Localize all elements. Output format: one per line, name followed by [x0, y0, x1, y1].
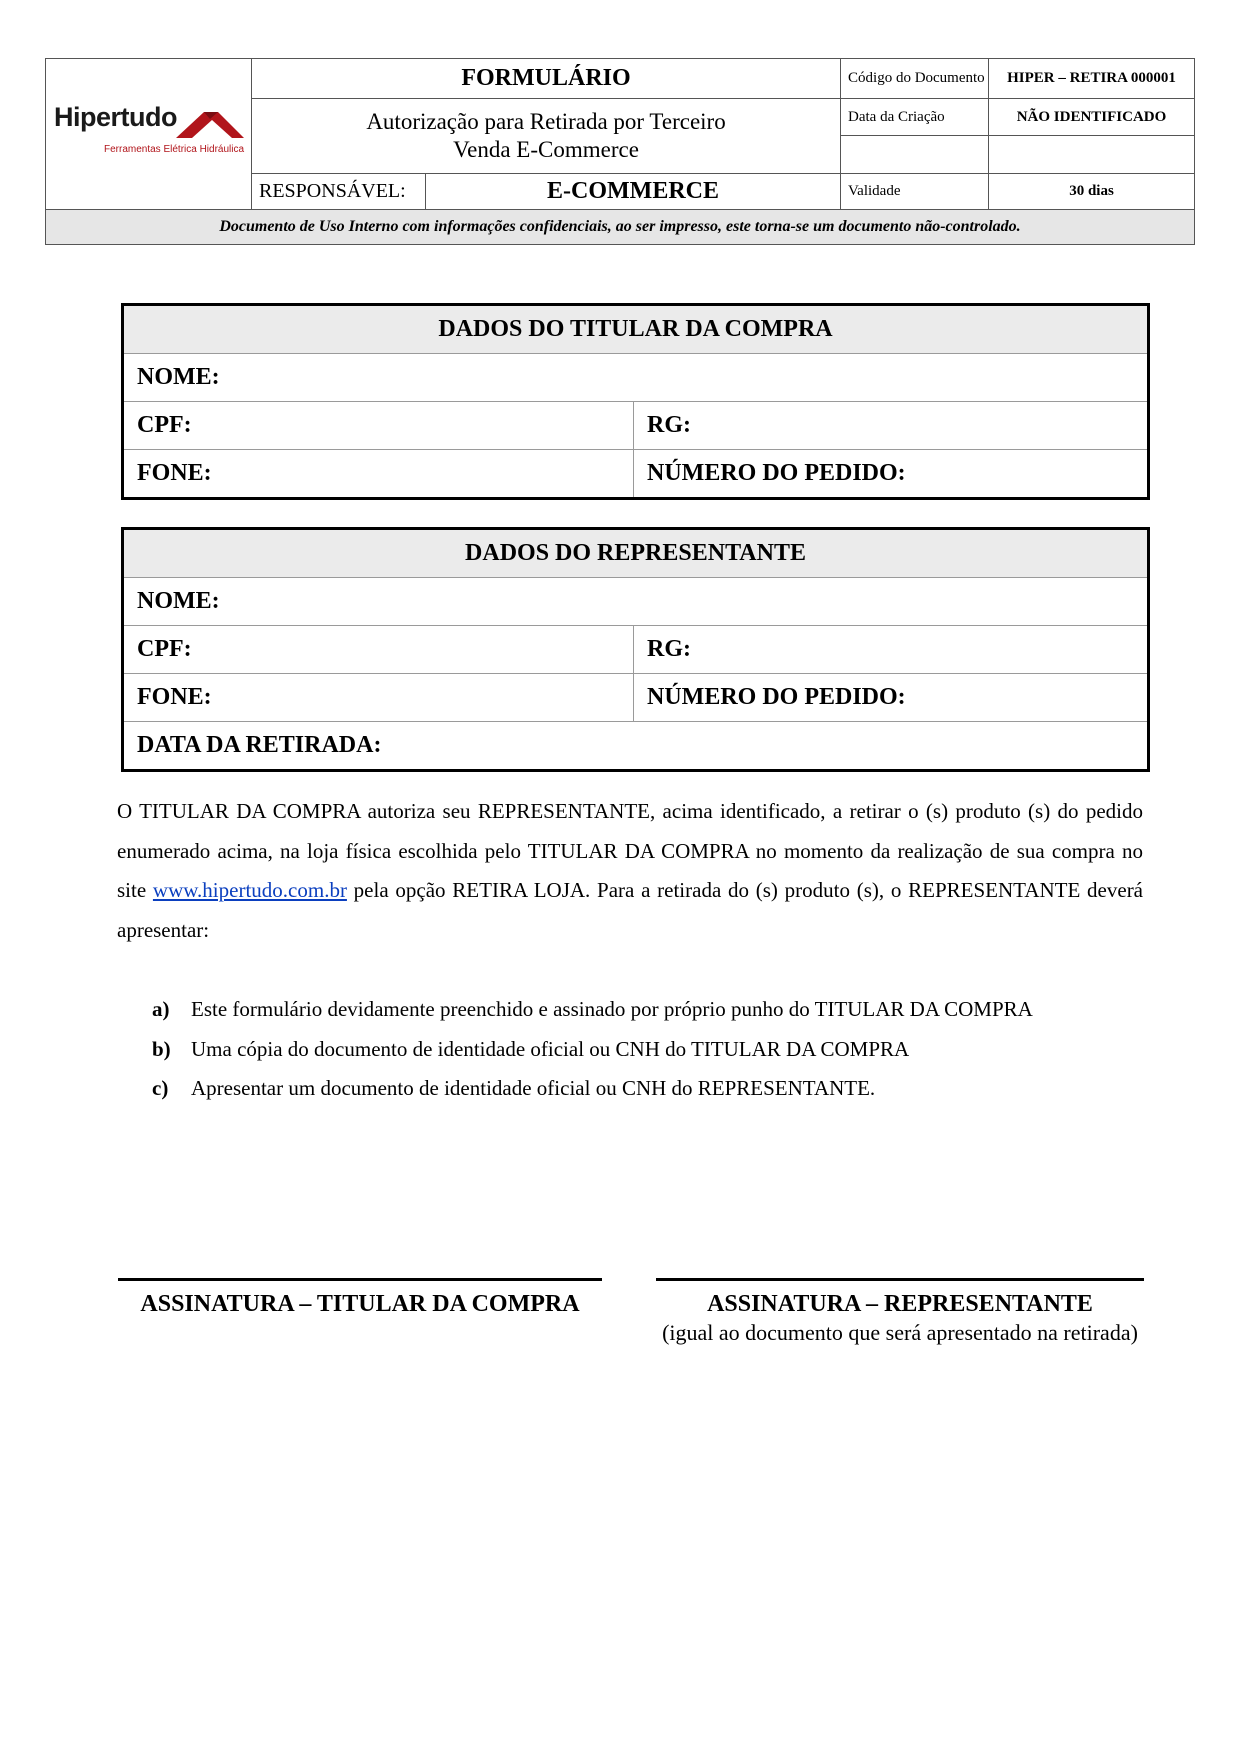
website-link[interactable]: www.hipertudo.com.br	[152, 878, 347, 902]
list-item-text: Este formulário devidamente preenchido e assinado por próprio punho do TITULAR DA COMPRA	[191, 997, 1033, 1021]
paragraph-text-start: O TITULAR DA COMPRA autoriza seu REPRESENTANTE, acima identificado, a retirar o (s) produto (s) do pedido enumerado acima, na loja física escolhida pelo TITULAR DA COMPRA no momento da realização de sua compra no site	[117, 799, 1143, 902]
list-marker: c)	[152, 1076, 169, 1100]
holder-name-field[interactable]: NOME:	[123, 354, 1149, 402]
responsible-value: E-COMMERCE	[426, 174, 841, 210]
created-label: Data da Criação	[841, 99, 989, 136]
responsible-label: RESPONSÁVEL:	[252, 174, 426, 210]
house-roof-icon	[174, 108, 246, 140]
logo-tagline: Ferramentas Elétrica Hidráulica	[104, 144, 245, 155]
list-item	[152, 1030, 1152, 1070]
representative-signature-note: (igual ao documento que será apresentado na retirada)	[662, 1320, 1138, 1345]
holder-table-title: DADOS DO TITULAR DA COMPRA	[123, 305, 1149, 354]
subtitle-line-1: Autorização para Retirada por Terceiro	[366, 109, 726, 134]
representative-signature-block	[656, 1278, 1144, 1347]
representative-order-field[interactable]: NÚMERO DO PEDIDO:	[634, 674, 1149, 722]
validity-label: Validade	[841, 174, 989, 210]
list-marker: b)	[152, 1036, 171, 1061]
form-title: FORMULÁRIO	[252, 59, 841, 99]
list-marker: a)	[152, 997, 170, 1021]
empty-label-cell	[841, 136, 989, 174]
holder-rg-field[interactable]: RG:	[634, 402, 1149, 450]
validity-value: 30 dias	[989, 174, 1195, 210]
representative-cpf-field[interactable]: CPF:	[123, 626, 634, 674]
representative-phone-field[interactable]: FONE:	[123, 674, 634, 722]
created-value: NÃO IDENTIFICADO	[989, 99, 1195, 136]
list-item-text: Apresentar um documento de identidade oficial ou CNH do REPRESENTANTE.	[191, 1076, 876, 1100]
holder-signature-line[interactable]	[118, 1278, 602, 1281]
list-item	[152, 990, 1152, 1030]
holder-cpf-field[interactable]: CPF:	[123, 402, 634, 450]
logo-brand: Hipertudo	[54, 102, 177, 132]
form-subtitle	[252, 99, 841, 174]
list-item	[152, 1069, 1152, 1109]
doc-code-value: HIPER – RETIRA 000001	[989, 59, 1195, 99]
subtitle-line-2: Venda E-Commerce	[453, 137, 639, 162]
holder-order-field[interactable]: NÚMERO DO PEDIDO:	[634, 450, 1149, 499]
doc-code-label: Código do Documento	[841, 59, 989, 99]
pickup-date-field[interactable]: DATA DA RETIRADA:	[123, 722, 1149, 771]
authorization-paragraph	[117, 792, 1143, 950]
document-header	[45, 58, 1195, 245]
representative-rg-field[interactable]: RG:	[634, 626, 1149, 674]
holder-data-table	[121, 303, 1150, 500]
holder-signature-label: ASSINATURA – TITULAR DA COMPRA	[140, 1291, 580, 1317]
representative-table-title: DADOS DO REPRESENTANTE	[123, 529, 1149, 578]
confidentiality-notice: Documento de Uso Interno com informações confidenciais, ao ser impresso, este torna-se um documento não-controlado.	[46, 210, 1195, 245]
paragraph-text-end: pela opção RETIRA LOJA. Para a retirada do (s) produto (s), o REPRESENTANTE deverá apresentar:	[117, 878, 1144, 942]
holder-signature-block	[118, 1278, 602, 1318]
holder-phone-field[interactable]: FONE:	[123, 450, 634, 499]
list-item-text: Uma cópia do documento de identidade oficial ou CNH do TITULAR DA COMPRA	[191, 1036, 910, 1061]
representative-data-table	[121, 527, 1150, 772]
company-logo	[46, 60, 246, 208]
representative-signature-line[interactable]	[656, 1278, 1144, 1281]
representative-signature-label: ASSINATURA – REPRESENTANTE	[707, 1291, 1093, 1317]
representative-name-field[interactable]: NOME:	[123, 578, 1149, 626]
logo-cell	[46, 59, 252, 210]
empty-value-cell	[989, 136, 1195, 174]
requirements-list	[152, 990, 1152, 1109]
